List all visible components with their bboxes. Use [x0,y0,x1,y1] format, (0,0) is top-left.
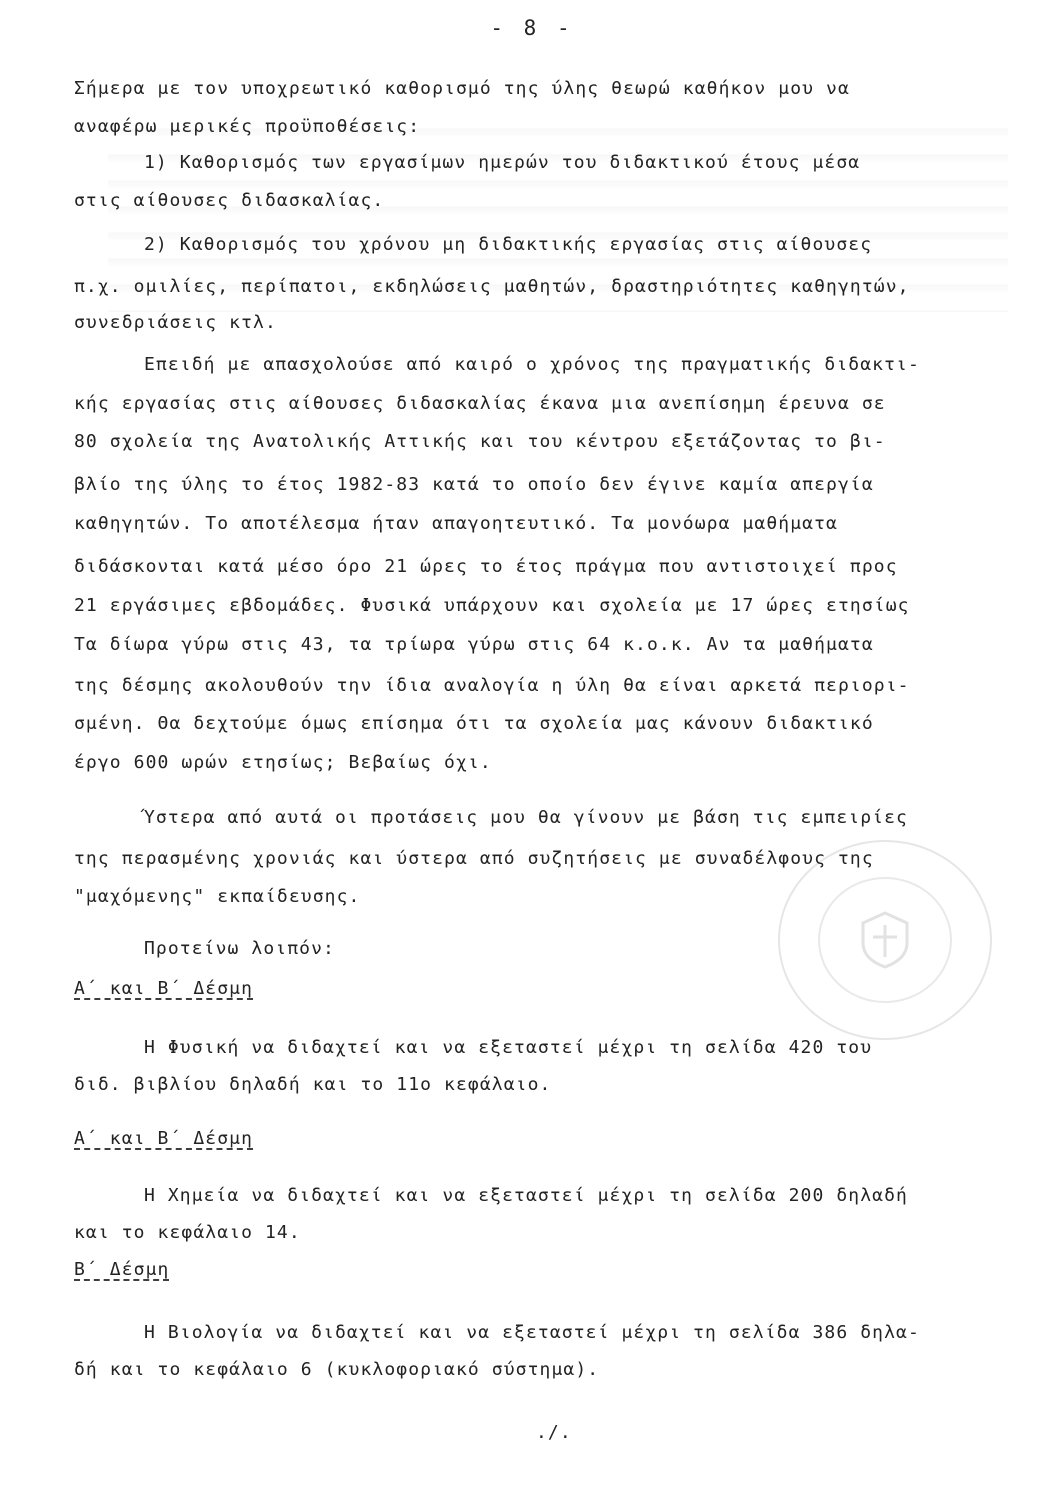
section-heading: Β΄ Δέσμη [74,1259,170,1280]
text-line: κής εργασίας στις αίθουσες διδασκαλίας έκανα μια ανεπίσημη έρευνα σε [74,393,886,414]
section-heading: Α΄ και Β΄ Δέσμη [74,978,254,999]
text-line: Η Βιολογία να διδαχτεί και να εξεταστεί μέχρι τη σελίδα 386 δηλα- [144,1322,920,1343]
text-line: έργο 600 ωρών ετησίως; Βεβαίως όχι. [74,752,492,773]
text-line: στις αίθουσες διδασκαλίας. [74,190,385,211]
text-line: "μαχόμενης" εκπαίδευσης. [74,886,361,907]
text-line: π.χ. ομιλίες, περίπατοι, εκδηλώσεις μαθητών, δραστηριότητες καθηγητών, [74,276,910,297]
text-line: καθηγητών. Το αποτέλεσμα ήταν απαγοητευτικό. Τα μονόωρα μαθήματα [74,513,838,534]
text-line: αναφέρω μερικές προϋποθέσεις: [74,116,421,137]
list-item: 1) Καθορισμός των εργασίμων ημερών του διδακτικού έτους μέσα [144,152,861,173]
text-line: βλίο της ύλης το έτος 1982-83 κατά το οποίο δεν έγινε καμία απεργία [74,474,874,495]
text-line: διδ. βιβλίου δηλαδή και το 11ο κεφάλαιο. [74,1074,552,1095]
text-line: 80 σχολεία της Ανατολικής Αττικής και του κέντρου εξετάζοντας το βι- [74,431,886,452]
text-line: συνεδριάσεις κτλ. [74,312,277,333]
text-line: Ύστερα από αυτά οι προτάσεις μου θα γίνουν με βάση τις εμπειρίες [144,807,908,828]
text-line: Η Φυσική να διδαχτεί και να εξεταστεί μέχρι τη σελίδα 420 του [144,1037,873,1058]
text-line: 21 εργάσιμες εβδομάδες. Φυσικά υπάρχουν και σχολεία με 17 ώρες ετησίως [74,595,910,616]
text-line: και το κεφάλαιο 14. [74,1222,301,1243]
list-item: 2) Καθορισμός του χρόνου μη διδακτικής εργασίας στις αίθουσες [144,234,873,255]
text-line: σμένη. Θα δεχτούμε όμως επίσημα ότι τα σχολεία μας κάνουν διδακτικό [74,713,874,734]
page-number: - 8 - [490,16,574,40]
text-line: Σήμερα με τον υποχρεωτικό καθορισμό της ύλης θεωρώ καθήκον μου να [74,78,850,99]
text-line: της δέσμης ακολουθούν την ίδια αναλογία η ύλη θα είναι αρκετά περιορι- [74,675,910,696]
text-line: Προτείνω λοιπόν: [144,938,335,959]
text-line: δή και το κεφάλαιο 6 (κυκλοφοριακό σύστημα). [74,1359,600,1380]
emblem-icon [855,909,915,971]
text-line: Τα δίωρα γύρω στις 43, τα τρίωρα γύρω στις 64 κ.ο.κ. Αν τα μαθήματα [74,634,874,655]
text-line: διδάσκονται κατά μέσο όρο 21 ώρες το έτος πράγμα που αντιστοιχεί προς [74,556,898,577]
text-line: της περασμένης χρονιάς και ύστερα από συζητήσεις με συναδέλφους της [74,848,874,869]
section-heading: Α΄ και Β΄ Δέσμη [74,1128,254,1149]
text-line: Η Χημεία να διδαχτεί και να εξεταστεί μέχρι τη σελίδα 200 δηλαδή [144,1185,908,1206]
text-line: Επειδή με απασχολούσε από καιρό ο χρόνος της πραγματικής διδακτι- [144,354,920,375]
stamp-inner-ring [818,877,952,1003]
continuation-mark: ./. [536,1422,572,1443]
